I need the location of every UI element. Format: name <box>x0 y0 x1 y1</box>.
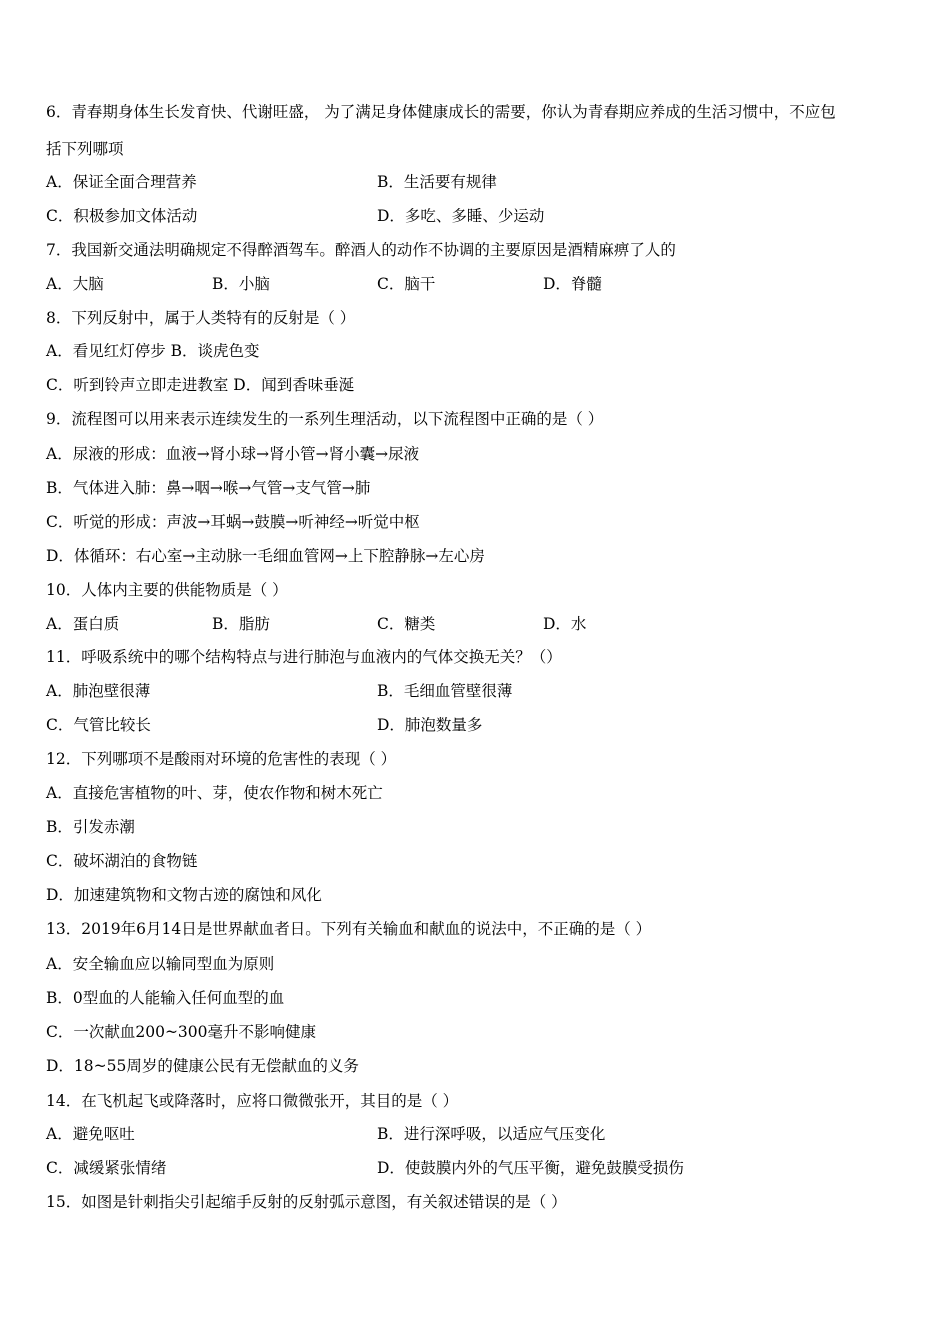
question-7-option-b: B．小脑 <box>212 275 270 293</box>
question-8-options-cd: C．听到铃声立即走进教室 D．闻到香味垂涎 <box>46 376 355 394</box>
question-11-option-a: A．肺泡壁很薄 <box>46 682 151 700</box>
question-12-stem: 12．下列哪项不是酸雨对环境的危害性的表现（ ） <box>46 750 397 768</box>
question-11-option-c: C．气管比较长 <box>46 716 151 734</box>
question-12-option-d: D．加速建筑物和文物古迹的腐蚀和风化 <box>46 886 322 904</box>
question-10-option-b: B．脂肪 <box>212 615 270 633</box>
question-12-option-b: B．引发赤潮 <box>46 818 135 836</box>
question-7-stem: 7．我国新交通法明确规定不得醉酒驾车。醉酒人的动作不协调的主要原因是酒精麻痹了人的 <box>46 241 676 259</box>
question-10-option-c: C．糖类 <box>377 615 436 633</box>
question-12-option-c: C．破坏湖泊的食物链 <box>46 852 198 870</box>
question-13-option-a: A．安全输血应以输同型血为原则 <box>46 955 275 973</box>
question-14-option-a: A．避免呕吐 <box>46 1125 135 1143</box>
question-11-option-b: B．毛细血管壁很薄 <box>377 682 513 700</box>
question-14-option-c: C．减缓紧张情绪 <box>46 1159 167 1177</box>
question-9-option-a: A．尿液的形成：血液→肾小球→肾小管→肾小囊→尿液 <box>46 445 420 463</box>
question-7-option-c: C．脑干 <box>377 275 436 293</box>
question-10-stem: 10．人体内主要的供能物质是（ ） <box>46 581 288 599</box>
question-14-option-b: B．进行深呼吸，以适应气压变化 <box>377 1125 606 1143</box>
question-7-option-d: D．脊髓 <box>543 275 602 293</box>
question-6-stem-cont: 括下列哪项 <box>46 140 124 158</box>
question-13-option-c: C．一次献血200~300毫升不影响健康 <box>46 1023 317 1041</box>
question-9-option-d: D．体循环：右心室→主动脉一毛细血管网→上下腔静脉→左心房 <box>46 547 485 565</box>
question-13-option-b: B．0型血的人能输入任何血型的血 <box>46 989 285 1007</box>
question-11-option-d: D．肺泡数量多 <box>377 716 483 734</box>
question-15-stem: 15．如图是针刺指尖引起缩手反射的反射弧示意图，有关叙述错误的是（ ） <box>46 1193 567 1211</box>
question-6-option-d: D．多吃、多睡、少运动 <box>377 207 545 225</box>
question-7-option-a: A．大脑 <box>46 275 104 293</box>
question-14-stem: 14．在飞机起飞或降落时，应将口微微张开，其目的是（ ） <box>46 1092 459 1110</box>
question-13-option-d: D．18~55周岁的健康公民有无偿献血的义务 <box>46 1057 359 1075</box>
question-9-option-c: C．听觉的形成：声波→耳蜗→鼓膜→听神经→听觉中枢 <box>46 513 420 531</box>
question-6-stem: 6．青春期身体生长发育快、代谢旺盛， 为了满足身体健康成长的需要，你认为青春期应养成的生活习惯中，不应包 <box>46 103 836 121</box>
question-12-option-a: A．直接危害植物的叶、芽，使农作物和树木死亡 <box>46 784 383 802</box>
question-10-option-a: A．蛋白质 <box>46 615 120 633</box>
question-6-option-c: C．积极参加文体活动 <box>46 207 198 225</box>
question-9-option-b: B．气体进入肺：鼻→咽→喉→气管→支气管→肺 <box>46 479 371 497</box>
question-9-stem: 9．流程图可以用来表示连续发生的一系列生理活动，以下流程图中正确的是（ ） <box>46 410 604 428</box>
question-6-option-b: B．生活要有规律 <box>377 173 497 191</box>
question-11-stem: 11．呼吸系统中的哪个结构特点与进行肺泡与血液内的气体交换无关？（） <box>46 648 562 666</box>
question-14-option-d: D．使鼓膜内外的气压平衡，避免鼓膜受损伤 <box>377 1159 684 1177</box>
question-6-option-a: A．保证全面合理营养 <box>46 173 197 191</box>
question-10-option-d: D．水 <box>543 615 587 633</box>
question-8-stem: 8．下列反射中，属于人类特有的反射是（ ） <box>46 309 356 327</box>
question-8-options-ab: A．看见红灯停步 B．谈虎色变 <box>46 342 260 360</box>
question-13-stem: 13．2019年6月14日是世界献血者日。下列有关输血和献血的说法中，不正确的是（ ） <box>46 920 652 938</box>
